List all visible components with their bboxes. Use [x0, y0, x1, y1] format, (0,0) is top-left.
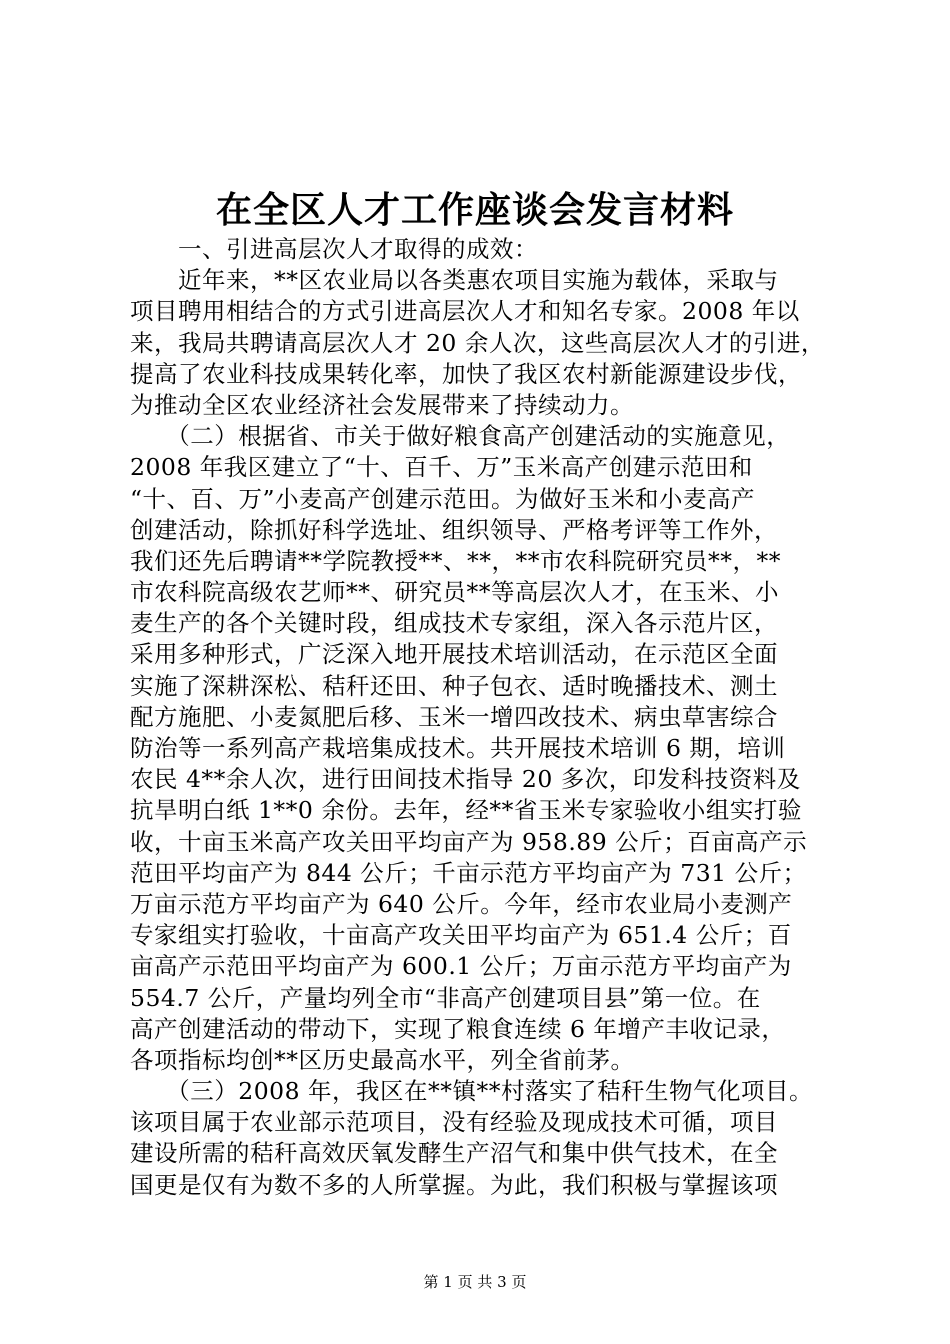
body-text-line: 专家组实打验收，十亩高产攻关田平均亩产为 651.4 公斤；百: [130, 921, 792, 950]
body-text-line: 国更是仅有为数不多的人所掌握。为此，我们积极与掌握该项: [130, 1170, 778, 1199]
body-text-line: 项目聘用相结合的方式引进高层次人才和知名专家。2008 年以: [130, 297, 800, 326]
body-text-line: “十、百、万”小麦高产创建示范田。为做好玉米和小麦高产: [130, 484, 756, 513]
body-text-line: 各项指标均创**区历史最高水平，列全省前茅。: [130, 1045, 635, 1074]
body-text-line: 来，我局共聘请高层次人才 20 余人次，这些高层次人才的引进，: [130, 328, 825, 357]
body-text-line: 该项目属于农业部示范项目，没有经验及现成技术可循，项目: [130, 1108, 778, 1137]
body-text-line: 近年来，**区农业局以各类惠农项目实施为载体，采取与: [130, 266, 779, 295]
body-text-line: 创建活动，除抓好科学选址、组织领导、严格考评等工作外，: [130, 515, 778, 544]
body-text-line: 为推动全区农业经济社会发展带来了持续动力。: [130, 390, 634, 419]
body-text-line: 配方施肥、小麦氮肥后移、玉米一增四改技术、病虫草害综合: [130, 702, 778, 731]
body-text-line: 抗旱明白纸 1**0 余份。去年，经**省玉米专家验收小组实打验: [130, 796, 802, 825]
body-text-line: （二）根据省、市关于做好粮食高产创建活动的实施意见，: [130, 422, 791, 451]
page-number: 第 1 页 共 3 页: [423, 1273, 527, 1291]
body-text-line: 一、引进高层次人才取得的成效：: [130, 235, 538, 263]
body-text-line: 麦生产的各个关键时段，组成技术专家组，深入各示范片区，: [130, 609, 778, 638]
body-text-line: 建设所需的秸秆高效厌氧发酵生产沼气和集中供气技术，在全: [130, 1139, 778, 1168]
body-text-line: 农民 4**余人次，进行田间技术指导 20 多次，印发科技资料及: [130, 765, 801, 794]
body-text-line: 收，十亩玉米高产攻关田平均亩产为 958.89 公斤；百亩高产示: [130, 827, 808, 856]
body-text-line: 提高了农业科技成果转化率，加快了我区农村新能源建设步伐，: [130, 359, 802, 388]
body-text-line: （三）2008 年，我区在**镇**村落实了秸秆生物气化项目。: [130, 1077, 814, 1106]
body-text-line: 554.7 公斤，产量均列全市“非高产创建项目县”第一位。在: [130, 983, 761, 1012]
body-text-line: 采用多种形式，广泛深入地开展技术培训活动，在示范区全面: [130, 640, 778, 669]
body-text-line: 高产创建活动的带动下，实现了粮食连续 6 年增产丰收记录，: [130, 1014, 786, 1043]
body-text-line: 亩高产示范田平均亩产为 600.1 公斤；万亩示范方平均亩产为: [130, 952, 792, 981]
document-body: [130, 234, 830, 1201]
body-text-line: 实施了深耕深松、秸秆还田、种子包衣、适时晚播技术、测土: [130, 671, 778, 700]
body-text-line: 范田平均亩产为 844 公斤；千亩示范方平均亩产为 731 公斤；: [130, 858, 807, 887]
body-text-line: 防治等一系列高产栽培集成技术。共开展技术培训 6 期，培训: [130, 734, 786, 762]
body-text-line: 我们还先后聘请**学院教授**、**，**市农科院研究员**，**: [130, 546, 781, 575]
document-title: 在全区人才工作座谈会发言材料: [215, 189, 734, 231]
body-text-line: 2008 年我区建立了“十、百千、万”玉米高产创建示范田和: [130, 453, 753, 482]
body-text-line: 市农科院高级农艺师**、研究员**等高层次人才，在玉米、小: [130, 578, 779, 607]
body-text-line: 万亩示范方平均亩产为 640 公斤。今年，经市农业局小麦测产: [130, 889, 793, 918]
